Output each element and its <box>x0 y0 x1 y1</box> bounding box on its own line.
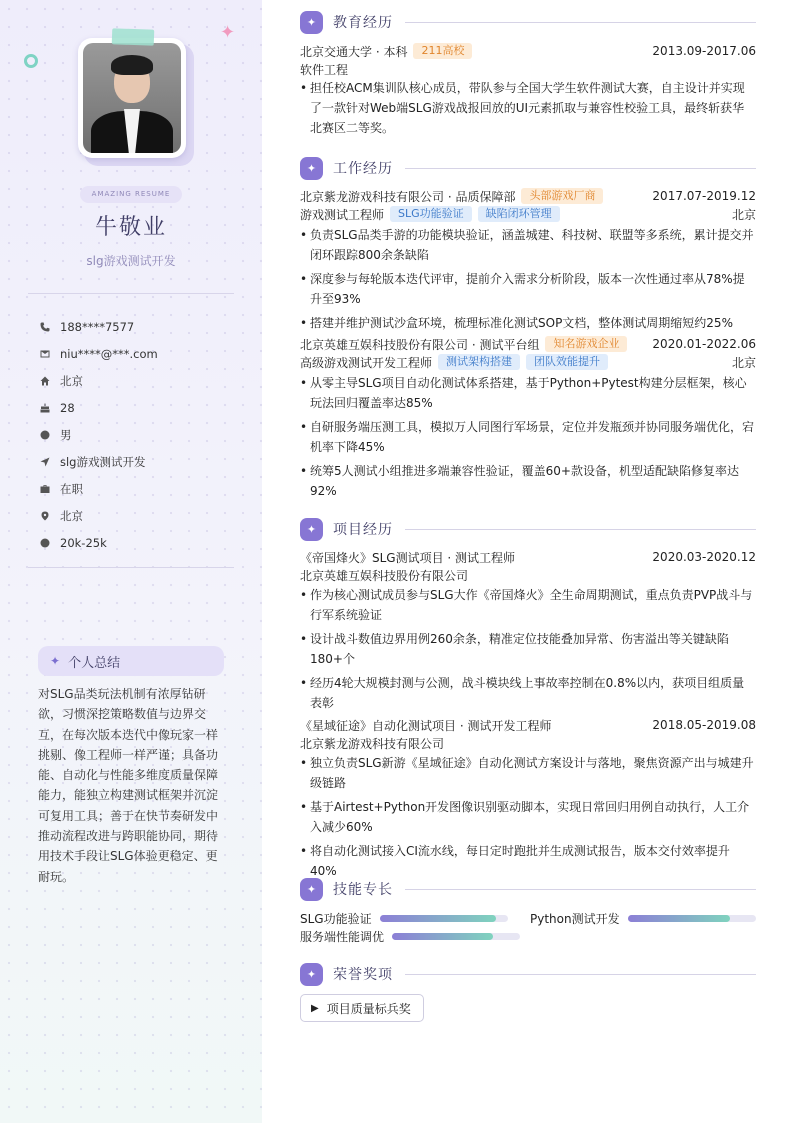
info-row-home <box>40 367 240 394</box>
send-icon <box>40 457 60 467</box>
work-period: 2020.01-2022.06 <box>652 337 756 351</box>
sparkle-icon: ✦ <box>300 11 323 34</box>
job-title: 游戏测试工程师 <box>300 207 385 222</box>
skill-tag: SLG功能验证 <box>390 206 472 222</box>
sparkle-icon: ✦ <box>50 654 61 668</box>
info-row-email <box>40 340 240 367</box>
section-header-awards <box>300 962 756 986</box>
section-title: 荣誉奖项 <box>333 967 393 983</box>
skill-item <box>300 910 508 927</box>
skill-level-bar <box>628 915 756 922</box>
skill-item <box>530 910 756 927</box>
list-item: • 自研服务端压测工具，模拟万人同图行军场景，定位并发瓶颈并协同服务端优化，宕机率下降45% <box>300 420 755 454</box>
sparkle-icon: ✦ <box>300 518 323 541</box>
list-item: • 独立负责SLG新游《星域征途》自动化测试方案设计与落地，聚焦资源产出与城建升级链路 <box>300 756 754 790</box>
project-name: 《帝国烽火》SLG测试项目 · 测试工程师 <box>300 550 516 565</box>
info-row-gender <box>40 421 240 448</box>
work-entry <box>300 335 756 501</box>
sparkle-icon: ✦ <box>300 878 323 901</box>
company-name: 北京英雄互娱科技股份有限公司 · 测试平台组 <box>300 337 540 352</box>
sidebar <box>0 0 262 1123</box>
list-item: • 设计战斗数值边界用例260余条，精准定位技能叠加异常、伤害溢出等关键缺陷180+个 <box>300 632 729 666</box>
gender-icon <box>40 430 60 440</box>
location-pin-icon <box>40 511 60 521</box>
section-header-work <box>300 156 756 180</box>
project-company: 北京英雄互娱科技股份有限公司 <box>300 568 469 583</box>
info-row-target-role <box>40 448 240 475</box>
sparkle-icon: ✦ <box>220 22 236 43</box>
skill-level-bar <box>380 915 508 922</box>
decorative-tape <box>112 28 155 45</box>
section-header-education <box>300 10 756 34</box>
work-period: 2017.07-2019.12 <box>652 189 756 203</box>
info-row-phone <box>40 313 240 340</box>
profile-photo-frame <box>78 38 188 160</box>
job-title: 高级游戏测试开发工程师 <box>300 355 433 370</box>
skill-tag: 团队效能提升 <box>526 354 608 370</box>
target-role-value: slg游戏测试开发 <box>60 454 146 469</box>
list-item: • 作为核心测试成员参与SLG大作《帝国烽火》全生命周期测试，重点负责PVP战斗与行军系统验证 <box>300 588 753 622</box>
list-item: • 担任校ACM集训队核心成员，带队参与全国大学生软件测试大赛，自主设计并实现了一款针对Web端SLG游戏战报回放的UI元素抓取与兼容性校验工具，最终斩获华北赛区二等奖。 <box>300 81 745 135</box>
education-period: 2013.09-2017.06 <box>652 44 756 58</box>
location-value: 北京 <box>60 508 83 523</box>
profile-photo <box>83 43 181 153</box>
major: 软件工程 <box>300 62 349 77</box>
list-item: • 搭建并维护测试沙盒环境，梳理标准化测试SOP文档，整体测试周期缩短约25% <box>300 316 733 330</box>
phone-icon <box>40 322 60 332</box>
project-name: 《星域征途》自动化测试项目 · 测试开发工程师 <box>300 718 552 733</box>
company-tag: 知名游戏企业 <box>545 336 627 352</box>
home-icon <box>40 376 60 386</box>
play-triangle-icon: ▶ <box>311 1002 319 1014</box>
company-name: 北京紫龙游戏科技有限公司 · 品质保障部 <box>300 189 516 204</box>
section-header-skills <box>300 877 756 901</box>
work-city: 北京 <box>731 355 756 370</box>
section-header-projects <box>300 517 756 541</box>
project-period: 2020.03-2020.12 <box>652 550 756 564</box>
info-row-location <box>40 502 240 529</box>
list-item: • 经历4轮大规模封测与公测，战斗模块线上事故率控制在0.8%以内，获项目组质量表彰 <box>300 676 745 710</box>
list-item: • 基于Airtest+Python开发图像识别驱动脚本，实现日常回归用例自动执行，人工介入减少60% <box>300 800 750 834</box>
work-city: 北京 <box>731 207 756 222</box>
decorative-ring <box>24 54 38 68</box>
candidate-name: 牛敬业 <box>94 215 167 240</box>
phone-value: 188****7577 <box>60 319 135 334</box>
divider <box>28 567 234 568</box>
section-title: 技能专长 <box>333 882 393 898</box>
info-row-salary <box>40 529 240 556</box>
section-title: 项目经历 <box>333 522 393 538</box>
status-value: 在职 <box>60 481 83 496</box>
list-item: • 从零主导SLG项目自动化测试体系搭建，基于Python+Pytest构建分层框架，核心玩法回归覆盖率达85% <box>300 376 747 410</box>
company-tag: 头部游戏厂商 <box>521 188 603 204</box>
sparkle-icon: ✦ <box>300 157 323 180</box>
home-value: 北京 <box>60 373 83 388</box>
summary-title: 个人总结 <box>68 655 121 671</box>
briefcase-icon <box>40 484 60 494</box>
project-entry <box>300 548 756 713</box>
project-company: 北京紫龙游戏科技有限公司 <box>300 736 445 751</box>
salary-icon <box>40 538 60 548</box>
school-tag: 211高校 <box>413 43 472 59</box>
skill-name: 服务端性能调优 <box>300 930 385 944</box>
summary-header <box>38 646 224 676</box>
sparkle-icon: ✦ <box>300 963 323 986</box>
award-name: 项目质量标兵奖 <box>326 1001 411 1016</box>
list-item: • 深度参与每轮版本迭代评审，提前介入需求分析阶段，版本一次性通过率从78%提升至93% <box>300 272 745 306</box>
summary-text: 对SLG品类玩法机制有浓厚钻研欲，习惯深挖策略数值与边界交互，在每次版本迭代中像玩家一样挑剔、像工程师一样严谨；具备功能、自动化与性能多维度质量保障能力，能独立构建测试框架并沉淀可复用工具；善于在快节奏研发中推动流程改进与跨职能协同，期待用技术手段让SLG体验更稳定、更耐玩。 <box>38 687 219 884</box>
project-period: 2018.05-2019.08 <box>652 718 756 732</box>
candidate-role: slg游戏测试开发 <box>86 254 176 268</box>
project-entry <box>300 716 756 881</box>
section-title: 教育经历 <box>333 15 393 31</box>
gender-value: 男 <box>60 427 72 442</box>
skill-name: Python测试开发 <box>530 912 620 926</box>
list-item: • 负责SLG品类手游的功能模块验证，涵盖城建、科技树、联盟等多系统，累计提交并闭环跟踪800余条缺陷 <box>300 228 754 262</box>
info-row-age <box>40 394 240 421</box>
skill-tag: 缺陷闭环管理 <box>478 206 560 222</box>
contact-info-list <box>40 313 240 556</box>
cake-icon <box>40 403 60 413</box>
resume-badge: AMAZING RESUME <box>80 186 182 203</box>
info-row-status <box>40 475 240 502</box>
work-entry <box>300 187 756 333</box>
skill-name: SLG功能验证 <box>300 912 372 926</box>
skill-level-bar <box>392 933 520 940</box>
school-name: 北京交通大学 · 本科 <box>300 44 408 59</box>
award-item <box>300 994 424 1022</box>
email-value: niu****@***.com <box>60 346 158 361</box>
divider <box>28 293 234 294</box>
skill-tag: 测试架构搭建 <box>438 354 520 370</box>
education-entry <box>300 42 756 138</box>
section-title: 工作经历 <box>333 161 393 177</box>
skill-item <box>300 928 520 945</box>
salary-value: 20k-25k <box>60 535 107 550</box>
age-value: 28 <box>60 400 75 415</box>
mail-icon <box>40 349 60 359</box>
list-item: • 将自动化测试接入CI流水线，每日定时跑批并生成测试报告，版本交付效率提升40% <box>300 844 730 878</box>
list-item: • 统筹5人测试小组推进多端兼容性验证，覆盖60+款设备，机型适配缺陷修复率达92% <box>300 464 739 498</box>
